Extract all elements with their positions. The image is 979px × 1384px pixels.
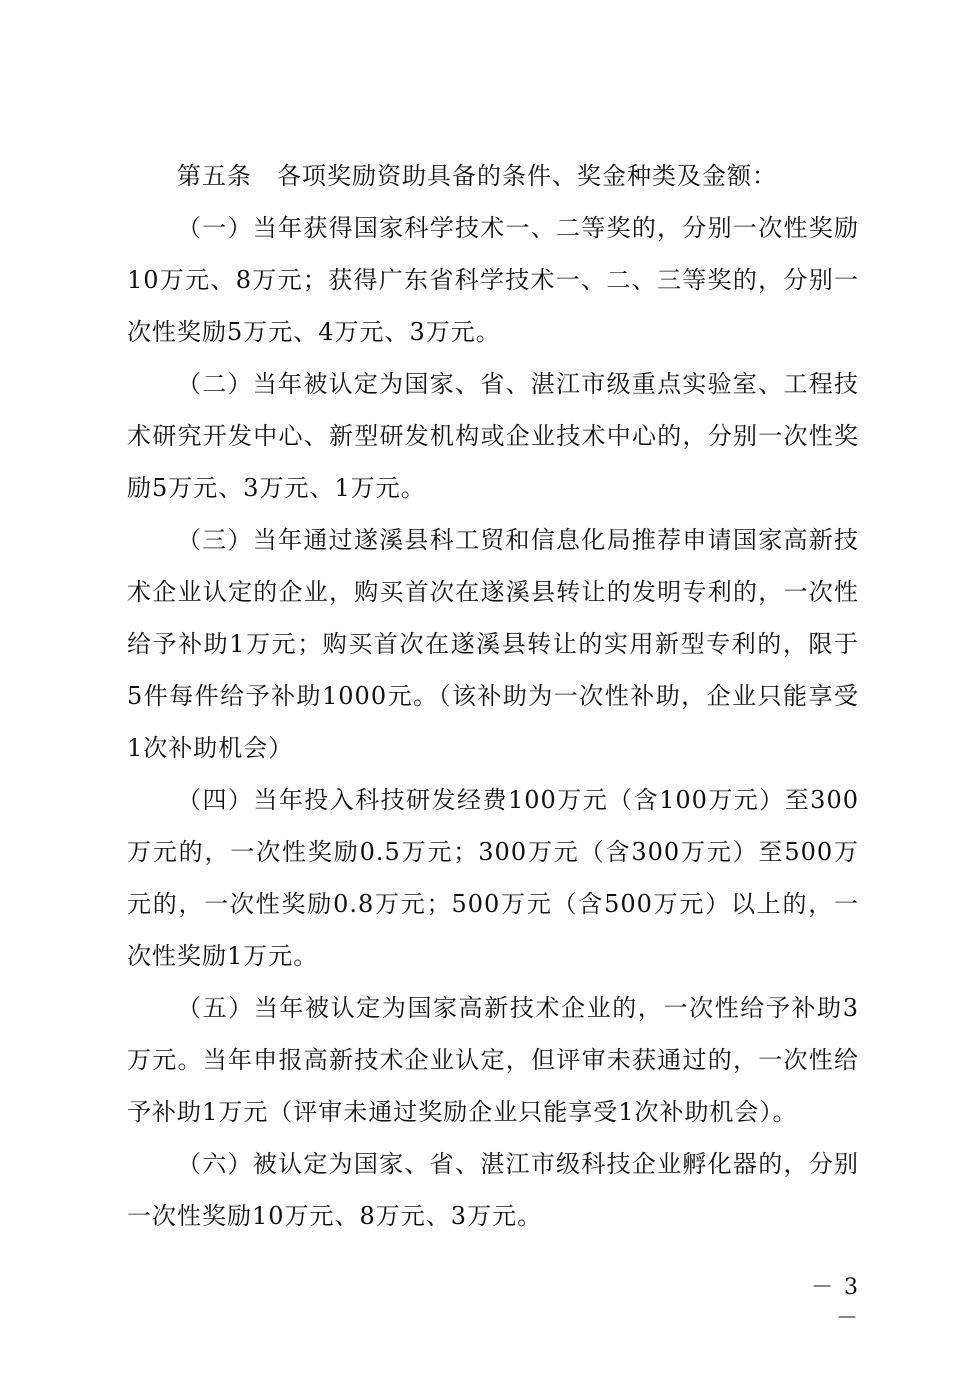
clause-four: （四）当年投入科技研发经费100万元（含100万元）至300万元的，一次性奖励0.5万元；300万元（含300万元）至500万元的，一次性奖励0.8万元；500万元（含500万元）以上的，一次性奖励1万元。 bbox=[127, 786, 859, 970]
article-five-heading: 第五条 各项奖励资助具备的条件、奖金种类及金额： bbox=[177, 162, 777, 190]
clause-one: （一）当年获得国家科学技术一、二等奖的，分别一次性奖励10万元、8万元；获得广东省科学技术一、二、三等奖的，分别一次性奖励5万元、4万元、3万元。 bbox=[127, 214, 859, 346]
document-body bbox=[127, 150, 859, 1242]
clause-two: （二）当年被认定为国家、省、湛江市级重点实验室、工程技术研究开发中心、新型研发机构或企业技术中心的，分别一次性奖励5万元、3万元、1万元。 bbox=[127, 370, 859, 502]
clause-five: （五）当年被认定为国家高新技术企业的，一次性给予补助3万元。当年申报高新技术企业认定，但评审未获通过的，一次性给予补助1万元（评审未通过奖励企业只能享受1次补助机会）。 bbox=[127, 994, 859, 1126]
clause-three: （三）当年通过遂溪县科工贸和信息化局推荐申请国家高新技术企业认定的企业，购买首次在遂溪县转让的发明专利的，一次性给予补助1万元；购买首次在遂溪县转让的实用新型专利的，限于5件每件给予补助1000元。（该补助为一次性补助，企业只能享受1次补助机会） bbox=[127, 526, 859, 762]
page-number: － 3 － bbox=[811, 1275, 860, 1331]
clause-six: （六）被认定为国家、省、湛江市级科技企业孵化器的，分别一次性奖励10万元、8万元、3万元。 bbox=[127, 1150, 859, 1230]
